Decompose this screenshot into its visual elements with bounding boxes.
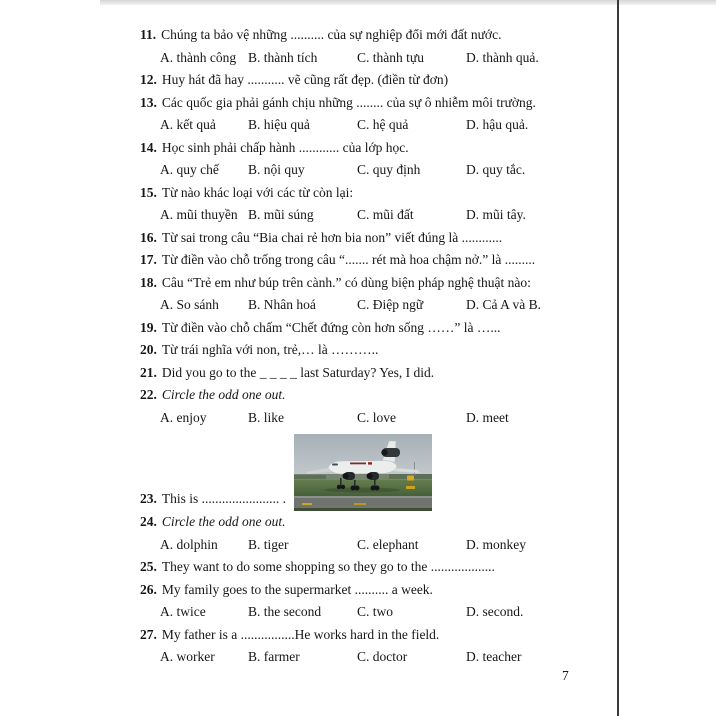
question-line — [140, 95, 536, 110]
question-number: 19. — [140, 319, 157, 335]
question-row — [140, 227, 612, 250]
question-row — [140, 624, 612, 647]
questions-list — [140, 24, 612, 669]
option-c: C. two — [357, 604, 394, 619]
question-text: Circle the odd one out. — [161, 387, 286, 402]
option-c: C. hệ quả — [357, 117, 409, 132]
option-a: A. worker — [160, 649, 215, 664]
option-b: B. thành tích — [248, 49, 318, 65]
question-line — [140, 559, 495, 574]
question-number: 15. — [140, 184, 157, 200]
question-text: My family goes to the supermarket .......... a week. — [161, 581, 433, 597]
question-row — [140, 137, 612, 160]
question-text: Từ nào khác loại với các từ còn lại: — [161, 184, 354, 200]
question-line — [140, 320, 500, 335]
option-c: C. thành tựu — [357, 49, 424, 65]
question-text: They want to do some shopping so they go to the ................... — [161, 559, 495, 574]
question-number: 16. — [140, 229, 157, 245]
option-d: D. mũi tây. — [466, 207, 526, 222]
option-d: D. second. — [466, 604, 524, 619]
question-line — [140, 627, 439, 642]
question-number: 12. — [140, 72, 157, 87]
question-line — [140, 489, 286, 511]
option-d: D. monkey — [466, 536, 526, 552]
question-line — [140, 365, 434, 380]
options-row — [140, 159, 612, 182]
question-text: This is ....................... . — [161, 491, 287, 506]
question-row — [140, 92, 612, 115]
option-c: C. love — [357, 409, 396, 425]
option-b: B. nội quy — [248, 162, 305, 177]
question-row — [140, 384, 612, 407]
question-number: 26. — [140, 581, 157, 597]
question-row — [140, 24, 612, 47]
options-row — [140, 601, 612, 624]
option-a: A. dolphin — [160, 536, 218, 552]
question-text: Các quốc gia phải gánh chịu những ........ của sự ô nhiễm môi trường. — [161, 94, 536, 110]
question-text: My father is a ................He works hard in the field. — [161, 626, 440, 642]
question-row — [140, 339, 612, 362]
question-row — [140, 317, 612, 340]
question-number: 11. — [140, 27, 157, 42]
question-row — [140, 182, 612, 205]
question-number: 21. — [140, 364, 157, 380]
question-number: 25. — [140, 559, 157, 574]
question-line — [140, 185, 353, 200]
question-text: Circle the odd one out. — [161, 514, 286, 529]
question-line — [140, 230, 502, 245]
option-c: C. doctor — [357, 649, 408, 664]
option-c: C. mũi đất — [357, 207, 414, 222]
options-row — [140, 407, 612, 430]
option-a: A. twice — [160, 604, 206, 619]
option-a: A. mũi thuyền — [160, 207, 238, 222]
options-row — [140, 534, 612, 557]
question-line — [140, 582, 433, 597]
option-c: C. quy định — [357, 162, 421, 177]
question-line — [140, 275, 531, 290]
page-number: 7 — [562, 668, 569, 683]
question-number: 17. — [140, 252, 157, 267]
option-b: B. tiger — [248, 536, 289, 552]
options-row — [140, 204, 612, 227]
question-number: 24. — [140, 514, 157, 529]
question-row — [140, 69, 612, 92]
question-text: Câu “Trẻ em như búp trên cành.” có dùng biện pháp nghệ thuật nào: — [161, 274, 531, 290]
question-row — [140, 429, 612, 511]
question-line — [140, 252, 535, 267]
options-row — [140, 114, 612, 137]
airplane-photo — [294, 434, 432, 511]
question-line — [140, 140, 409, 155]
option-c: C. Điệp ngữ — [357, 297, 424, 312]
question-row — [140, 511, 612, 534]
option-c: C. elephant — [357, 536, 419, 552]
question-row — [140, 556, 612, 579]
option-d: D. Cả A và B. — [466, 297, 542, 312]
option-d: D. teacher — [466, 649, 522, 664]
question-row — [140, 579, 612, 602]
option-b: B. Nhân hoá — [248, 297, 316, 312]
question-line — [140, 72, 448, 87]
question-text: Học sinh phải chấp hành ............ của lớp học. — [161, 139, 409, 155]
question-line — [140, 514, 285, 529]
page-top-shadow — [100, 0, 716, 5]
question-number: 18. — [140, 274, 157, 290]
option-a: A. So sánh — [160, 297, 219, 312]
options-row — [140, 294, 612, 317]
option-d: D. hậu quả. — [466, 117, 529, 132]
question-text: Từ sai trong câu “Bia chai rẻ hơn bia non” viết đúng là ............ — [161, 229, 503, 245]
question-line — [140, 27, 501, 42]
option-d: D. quy tắc. — [466, 162, 526, 177]
question-text: Từ điền vào chỗ chấm “Chết đứng còn hơn sống ……” là …... — [161, 319, 501, 335]
question-number: 20. — [140, 342, 157, 357]
option-b: B. hiệu quả — [248, 117, 310, 132]
question-text: Huy hát đã hay ........... vẽ cũng rất đẹp. (điền từ đơn) — [161, 72, 449, 87]
question-number: 13. — [140, 94, 157, 110]
question-row — [140, 272, 612, 295]
question-text: Did you go to the _ _ _ _ last Saturday? Yes, I did. — [161, 364, 435, 380]
option-a: A. thành công — [160, 49, 237, 65]
question-number: 14. — [140, 139, 157, 155]
question-number: 27. — [140, 626, 157, 642]
question-line — [140, 342, 378, 357]
question-number: 23. — [140, 491, 157, 506]
option-a: A. enjoy — [160, 409, 207, 425]
question-row — [140, 249, 612, 272]
option-b: B. the second — [248, 604, 322, 619]
page-edge-rule — [617, 0, 619, 716]
question-line — [140, 387, 285, 402]
question-text: Chúng ta bảo vệ những .......... của sự nghiệp đổi mới đất nước. — [161, 27, 502, 42]
option-b: B. farmer — [248, 649, 300, 664]
question-text: Từ điền vào chỗ trống trong câu “....... rét mà hoa chậm nở.” là ......... — [161, 252, 536, 267]
option-d: D. thành quả. — [466, 49, 539, 65]
option-b: B. mũi súng — [248, 207, 314, 222]
options-row — [140, 646, 612, 669]
option-a: A. kết quả — [160, 117, 216, 132]
options-row — [140, 47, 612, 70]
option-d: D. meet — [466, 409, 509, 425]
question-text: Từ trái nghĩa với non, trẻ,… là ……….. — [161, 342, 379, 357]
option-b: B. like — [248, 409, 284, 425]
question-number: 22. — [140, 387, 157, 402]
question-row — [140, 362, 612, 385]
option-a: A. quy chế — [160, 162, 219, 177]
